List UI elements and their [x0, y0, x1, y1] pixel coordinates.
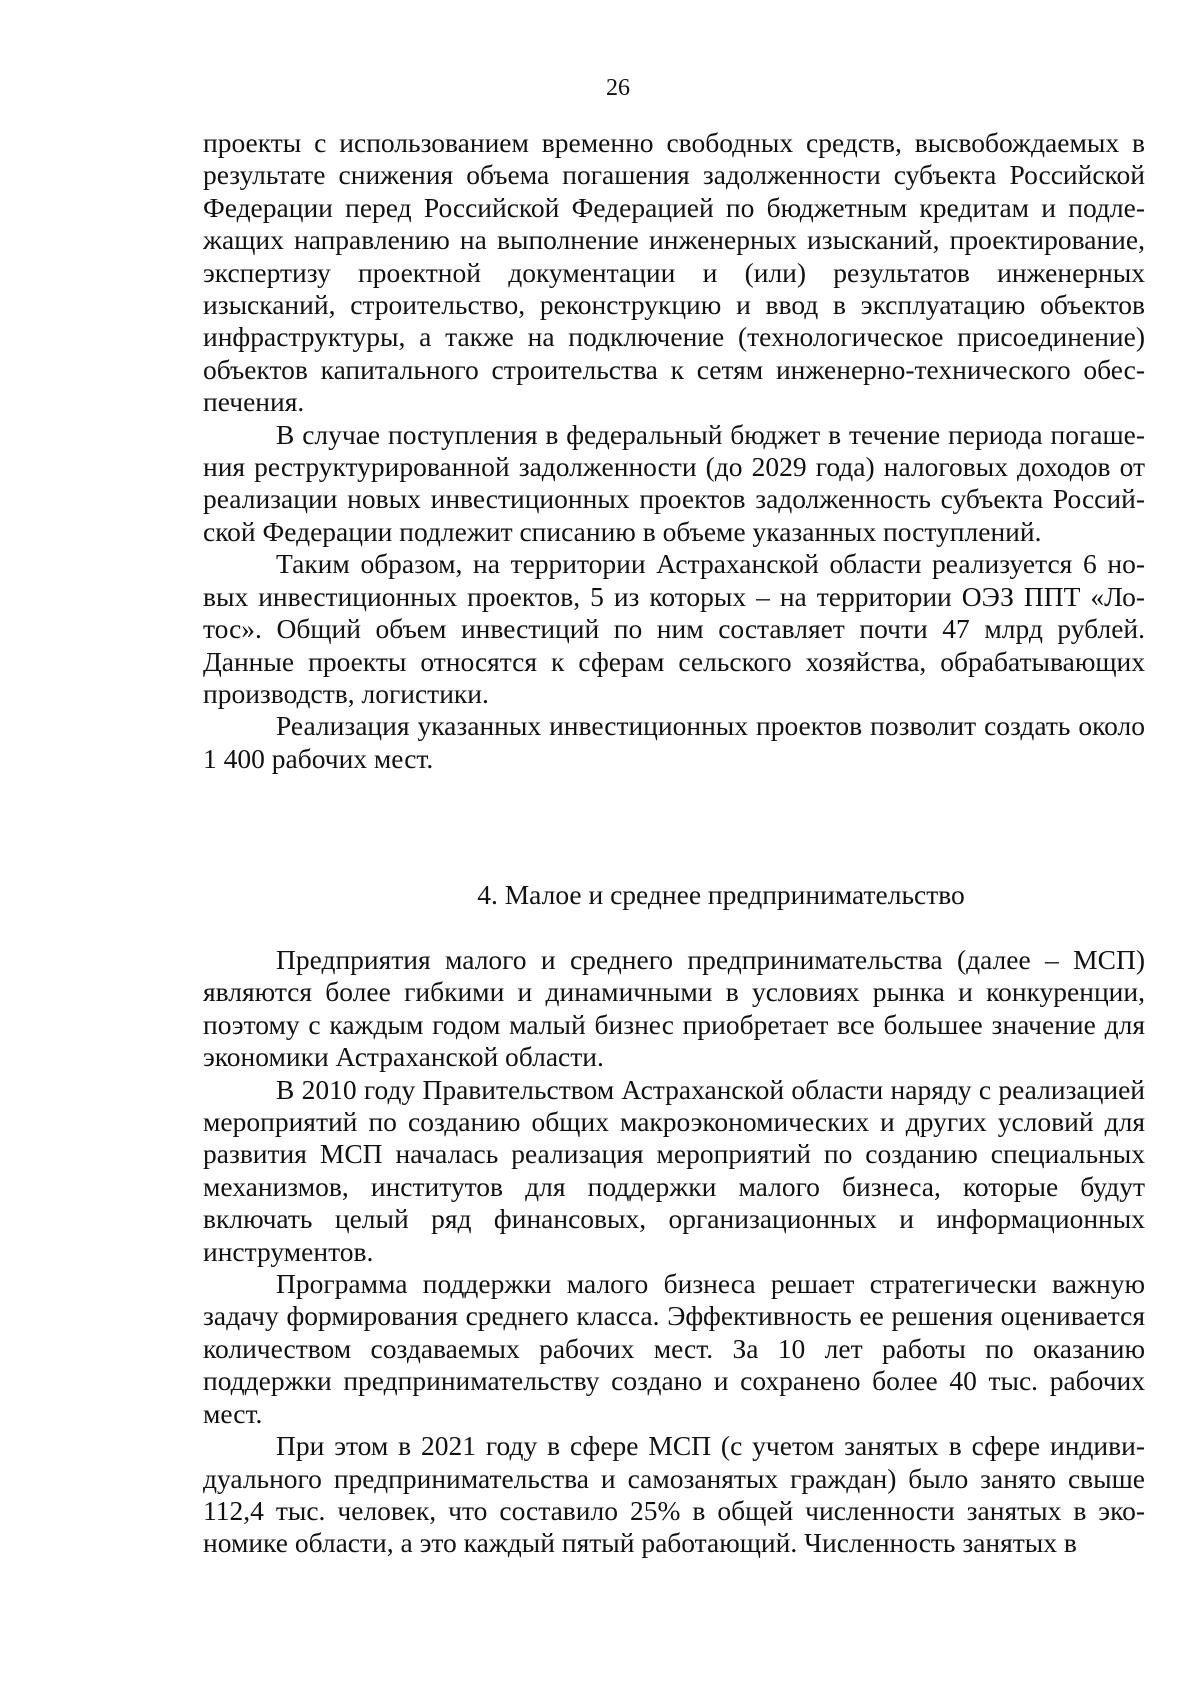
paragraph-continuation: проекты с использованием временно свободных средств, высвобождаемых в результате снижения объема погашения задолженности субъекта Российской Федерации перед Российской Федерацией по бюджетным кредитам и подлежащих направлению на выполнение инженерных изысканий, проектирование, экспертизу проектной документации и (или) результатов инженерных изысканий, строительство, реконструкцию и ввод в эксплуатацию объектов инфраструктуры, а также на подключение (технологическое присоединение) объектов капитального строительства к сетям инженерно-технического обеспечения. [203, 127, 1145, 418]
paragraph: Таким образом, на территории Астраханской области реализуется 6 новых инвестиционных проектов, 5 из которых – на территории ОЭЗ ППТ «Лотос». Общий объем инвестиций по ним составляет почти 47 млрд рублей. Данные проекты относятся к сферам сельского хозяйства, обрабатывающих производств, логистики. [203, 548, 1145, 709]
paragraph: При этом в 2021 году в сфере МСП (с учетом занятых в сфере индивидуального предпринимательства и самозанятых граждан) было занято свыше 112,4 тыс. человек, что составило 25% в общей численности занятых в экономике области, а это каждый пятый работающий. Численность занятых в [203, 1430, 1145, 1559]
body-text-bottom [203, 944, 1145, 1560]
paragraph: В 2010 году Правительством Астраханской области наряду с реализацией мероприятий по созданию общих макроэкономических и других условий для развития МСП началась реализация мероприятий по созданию специальных механизмов, институтов для поддержки малого бизнеса, которые будут включать целый ряд финансовых, организационных и информационных инструментов. [203, 1073, 1145, 1267]
paragraph: Реализация указанных инвестиционных проектов позволит создать около 1 400 рабочих мест. [203, 710, 1145, 774]
section-heading: 4. Малое и среднее предпринимательство [477, 879, 965, 910]
paragraph: Предприятия малого и среднего предпринимательства (далее – МСП) являются более гибкими и динамичными в условиях рынка и конкуренции, поэтому с каждым годом малый бизнес приобретает все большее значение для экономики Астраханской области. [203, 944, 1145, 1073]
body-text-top [203, 127, 1145, 775]
page-number: 26 [606, 75, 630, 101]
paragraph: В случае поступления в федеральный бюджет в течение периода погашения реструктурированной задолженности (до 2029 года) налоговых доходов от реализации новых инвестиционных проектов задолженность субъекта Российской Федерации подлежит списанию в объеме указанных поступлений. [203, 418, 1145, 547]
paragraph: Программа поддержки малого бизнеса решает стратегически важную задачу формирования среднего класса. Эффективность ее решения оценивается количеством создаваемых рабочих мест. За 10 лет работы по оказанию поддержки предпринимательству создано и сохранено более 40 тыс. рабочих мест. [203, 1268, 1145, 1429]
